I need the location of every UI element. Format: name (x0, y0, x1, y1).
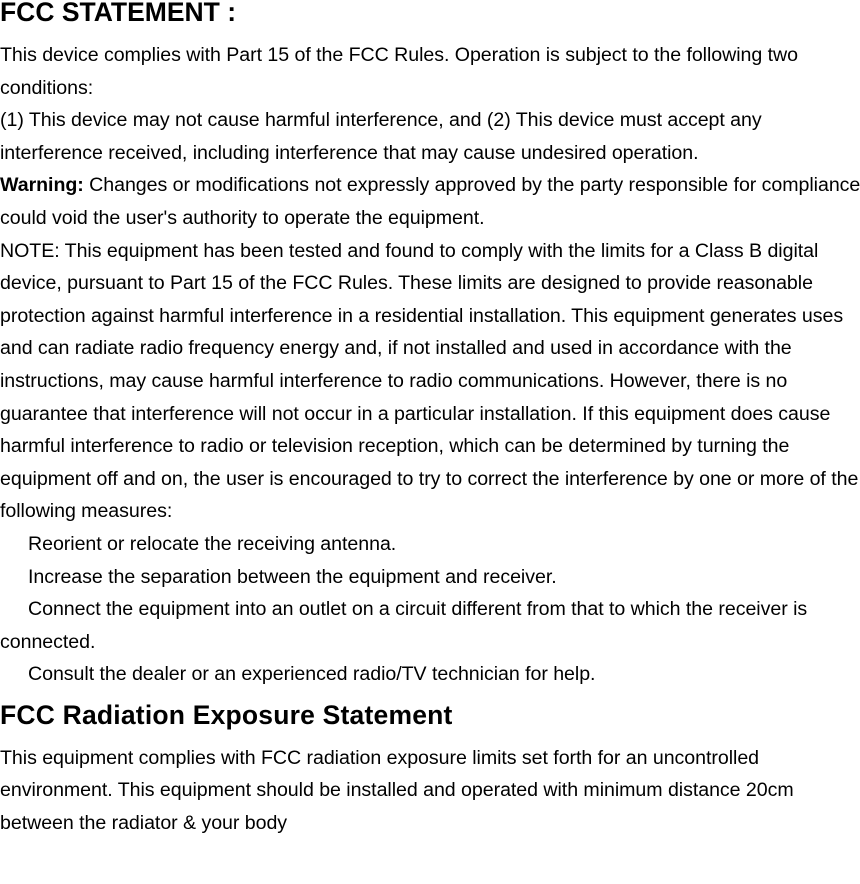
warning-label: Warning: (0, 174, 84, 197)
fcc-conditions-paragraph: (1) This device may not cause harmful interference, and (2) This device must accept any interference received, including interference that may cause undesired operation. (0, 109, 762, 164)
warning-text: Changes or modifications not expressly approved by the party responsible for compliance could void the user's authority to operate the equipment. (0, 174, 860, 229)
measure-item: Consult the dealer or an experienced radio/TV technician for help. (28, 663, 596, 686)
note-paragraph: NOTE: This equipment has been tested and found to comply with the limits for a Class B digital device, pursuant to Part 15 of the FCC Rules. These limits are designed to provide reasonable protection against harmful interference in a residential installation. This equipment generates uses and can radiate radio frequency energy and, if not installed and used in accordance with the instructions, may cause harmful interference to radio communications. However, there is no guarantee that interference will not occur in a particular installation. If this equipment does cause harmful interference to radio or television reception, which can be determined by turning the equipment off and on, the user is encouraged to try to correct the interference by one or more of the following measures: (0, 239, 859, 523)
fcc-statement-heading: FCC STATEMENT : (0, 0, 237, 27)
radiation-exposure-paragraph: This equipment complies with FCC radiation exposure limits set forth for an uncontrolled environment. This equipment should be installed and operated with minimum distance 20cm between the radiator & your body (0, 746, 794, 835)
measure-item: Increase the separation between the equipment and receiver. (28, 565, 557, 588)
measure-item: Connect the equipment into an outlet on a circuit different from that to which the receiver is connected. (0, 598, 808, 653)
fcc-intro-paragraph: This device complies with Part 15 of the FCC Rules. Operation is subject to the following two conditions: (0, 44, 798, 99)
measure-item: Reorient or relocate the receiving antenna. (28, 532, 397, 555)
radiation-exposure-heading: FCC Radiation Exposure Statement (0, 699, 453, 730)
radiation-exposure-section (0, 699, 860, 840)
warning-paragraph (0, 169, 860, 234)
